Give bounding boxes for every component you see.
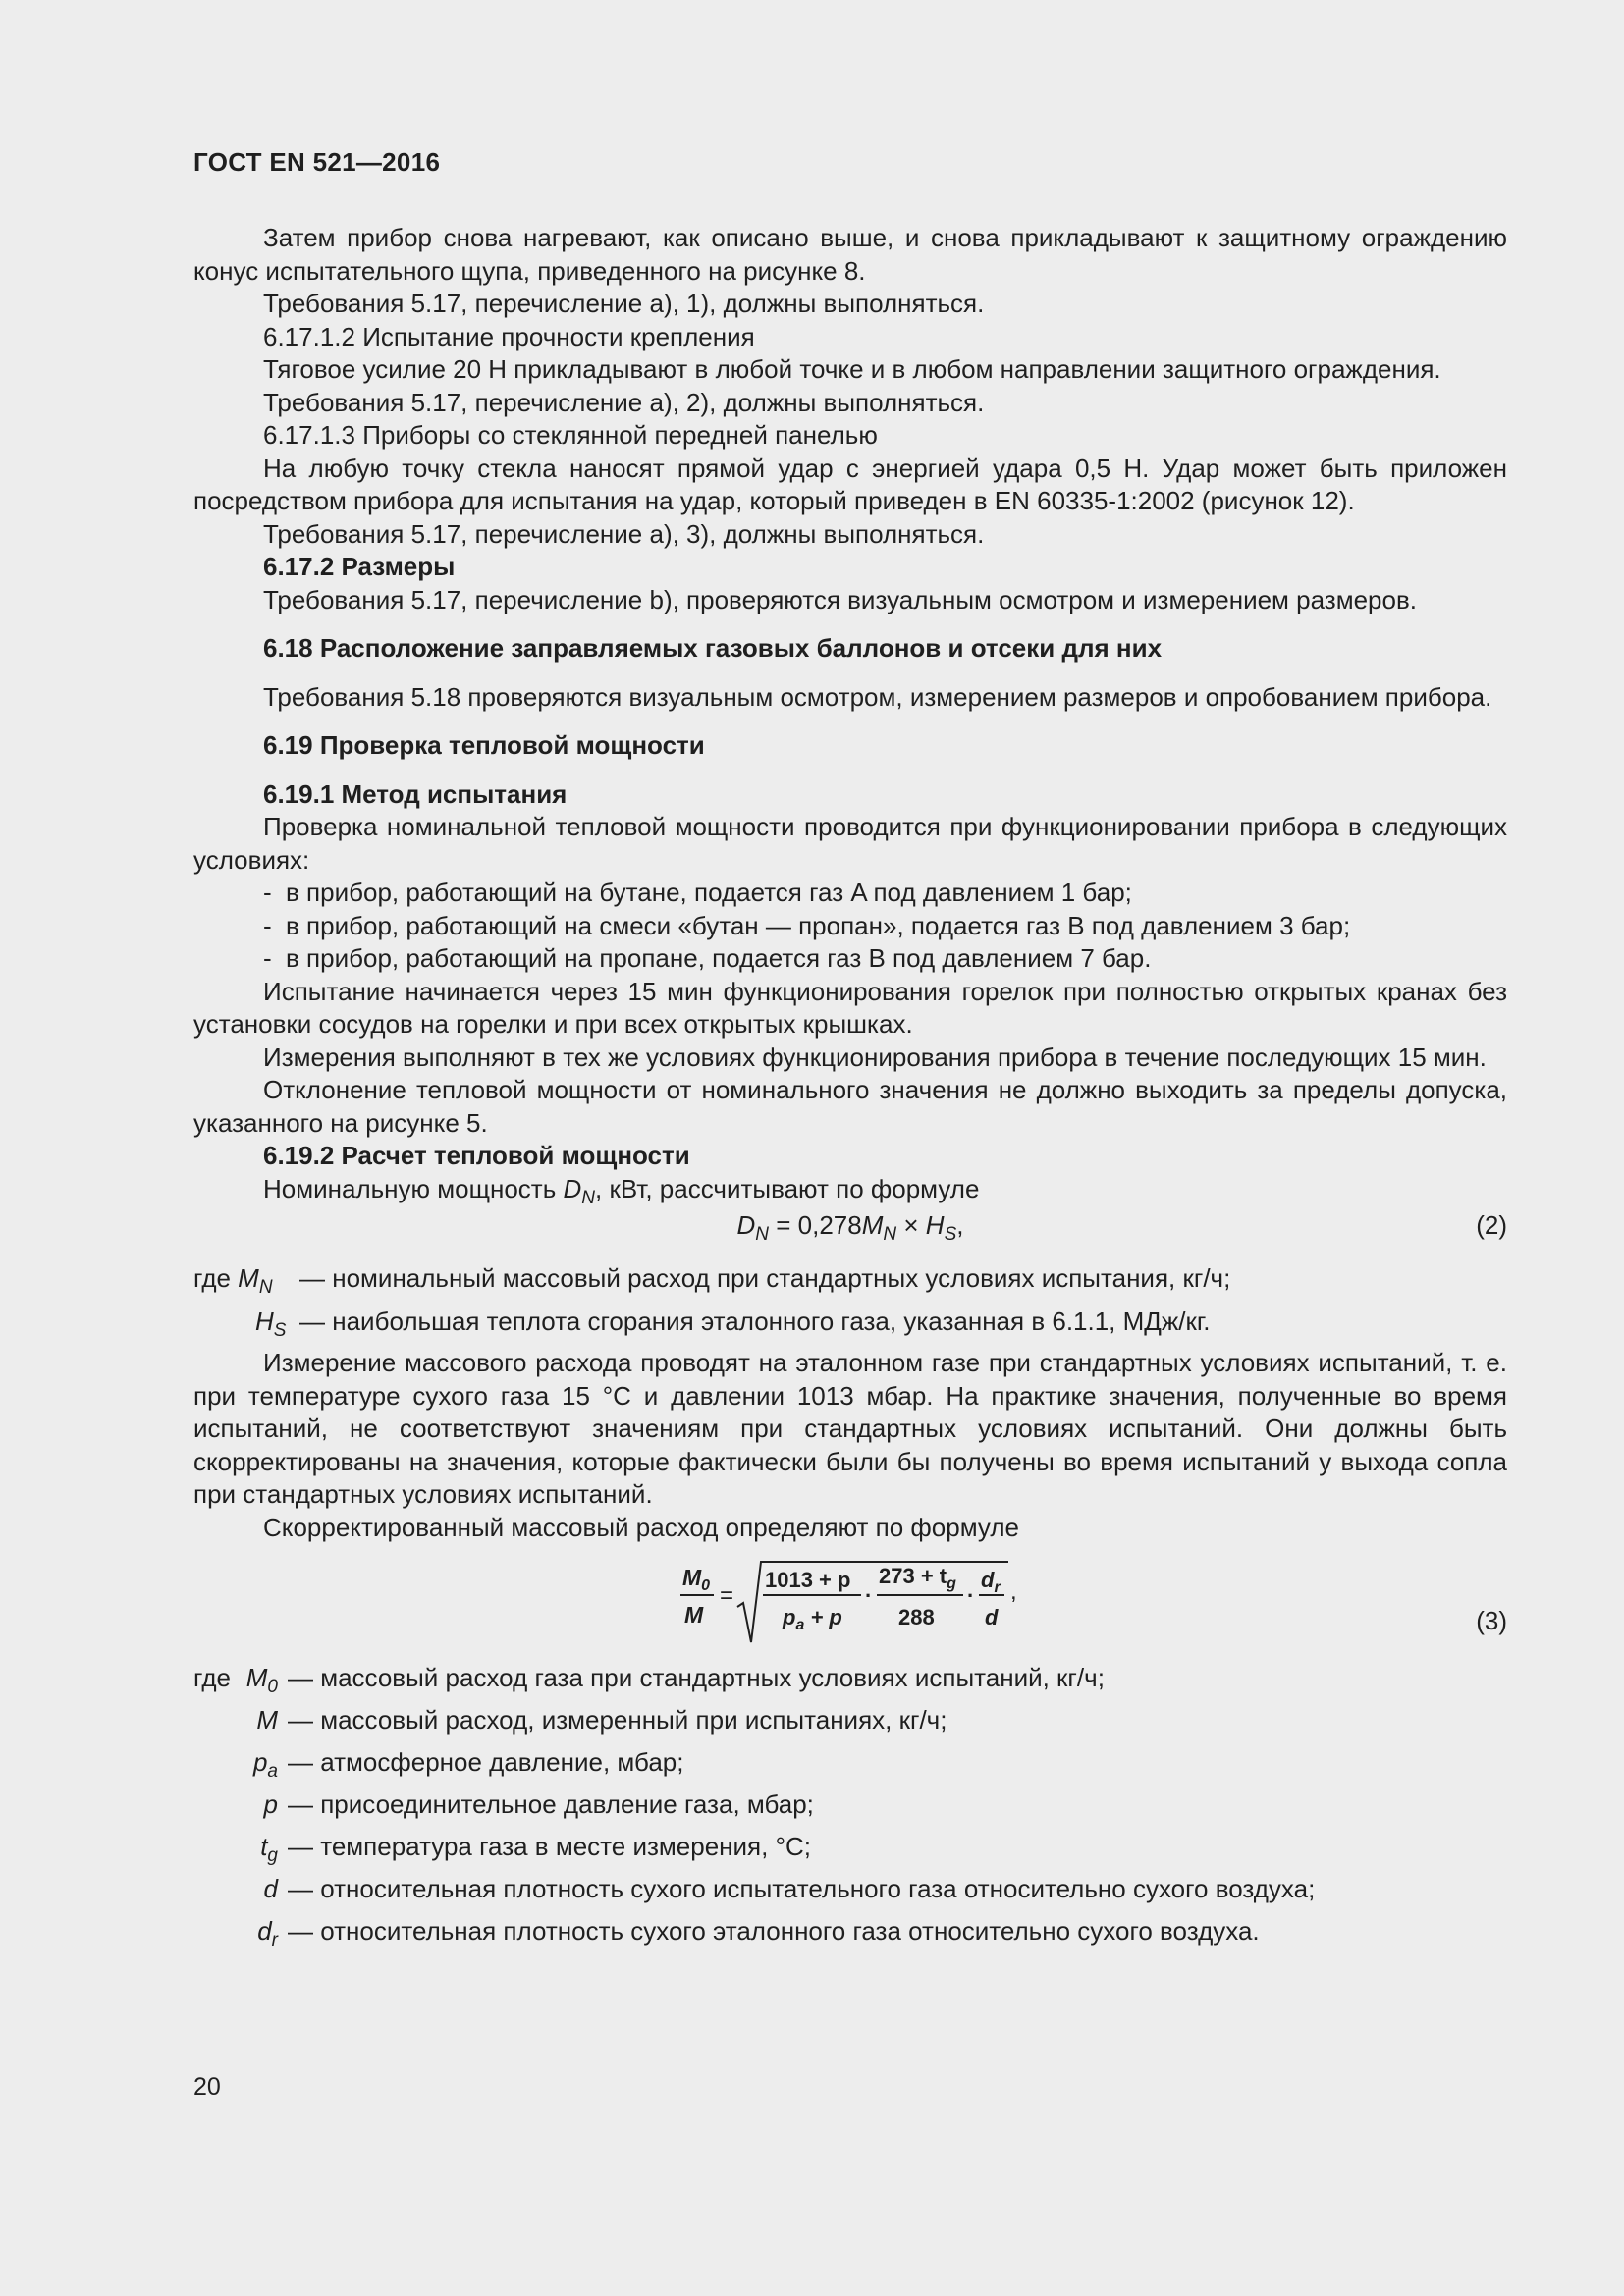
paragraph: Требования 5.17, перечисление a), 3), должны выполняться. (263, 518, 985, 549)
math-subscript: N (581, 1187, 595, 1208)
formula-3-comma: , (1010, 1578, 1017, 1605)
formula-3-dot: · (967, 1583, 975, 1608)
list-item-text: в прибор, работающий на бутане, подается газ A под давлением 1 бар; (286, 878, 1132, 907)
paragraph: Тяговое усилие 20 Н прикладывают в любой точке и в любом направлении защитного ограждения. (263, 354, 1441, 384)
formula-2 (193, 1209, 1507, 1249)
paragraph: Проверка номинальной тепловой мощности проводится при функционировании прибора в следующих условиях: (193, 812, 1507, 875)
formula-2-expression (193, 1209, 1507, 1243)
where-text: — массовый расход газа при стандартных условиях испытаний, кг/ч; (288, 1663, 1105, 1692)
where-row (193, 1789, 1507, 1831)
where-text: — присоединительное давление газа, мбар; (288, 1789, 814, 1819)
where-text: — наибольшая теплота сгорания эталонного газа, указанная в 6.1.1, МДж/кг. (299, 1307, 1211, 1336)
paragraph: Скорректированный массовый расход определяют по формуле (263, 1512, 1019, 1542)
formula-3-num3: $d_r$ (981, 1568, 1001, 1596)
text-run: , кВт, рассчитывают по формуле (595, 1173, 980, 1203)
formula-3-den1: $p_a + p$ (783, 1605, 842, 1633)
formula-3-m: M (684, 1602, 704, 1628)
math-subscript: a (267, 1761, 278, 1782)
section-heading: 6.19 Проверка тепловой мощности (263, 730, 705, 760)
math-operator: = 0,278 (769, 1210, 862, 1240)
list-item (193, 910, 1507, 943)
where-text: — атмосферное давление, мбар; (288, 1747, 684, 1777)
text-run: Номинальную мощность (263, 1173, 564, 1203)
subsection-heading: 6.17.1.2 Испытание прочности крепления (263, 321, 755, 351)
where-text: — номинальный массовый расход при стандартных условиях испытания, кг/ч; (299, 1263, 1231, 1293)
math-symbol: D (736, 1210, 756, 1240)
paragraph (193, 1173, 1507, 1206)
document-header: ГОСТ EN 521—2016 (193, 147, 441, 177)
math-symbol: M (861, 1210, 884, 1240)
formula-3-m0: $M_0$ (682, 1565, 711, 1594)
list-dash: - (263, 878, 272, 907)
math-symbol: M (256, 1705, 278, 1735)
where-prefix: где (193, 1263, 239, 1293)
where-block-3 (193, 1662, 1507, 1957)
list-item (193, 942, 1507, 976)
where-row (193, 1746, 1507, 1789)
formula-3-dot: · (865, 1583, 873, 1608)
section-heading: 6.19.2 Расчет тепловой мощности (263, 1141, 690, 1170)
where-text: — относительная плотность сухого испытательного газа относительно сухого воздуха; (288, 1874, 1316, 1903)
paragraph: На любую точку стекла наносят прямой удар с энергией удара 0,5 Н. Удар может быть приложен посредством прибора для испытания на удар, который приведен в EN 60335-1:2002 (рисунок 12). (193, 453, 1507, 515)
math-symbol: d (257, 1916, 272, 1946)
math-symbol: p (263, 1789, 278, 1819)
section-heading: 6.17.2 Размеры (263, 552, 456, 581)
section-heading: 6.18 Расположение заправляемых газовых баллонов и отсеки для них (263, 633, 1163, 663)
document-body (193, 222, 1507, 1957)
math-operator: × (896, 1210, 926, 1240)
list-dash: - (263, 910, 272, 940)
math-subscript: N (883, 1224, 897, 1245)
math-symbol: t (260, 1832, 268, 1861)
where-row (193, 1262, 1507, 1302)
subsection-heading: 6.17.1.3 Приборы со стеклянной передней панелью (263, 420, 878, 450)
where-row (193, 1306, 1507, 1345)
paragraph: Отклонение тепловой мощности от номинального значения не должно выходить за пределы допуска, указанного на рисунке 5. (193, 1075, 1507, 1138)
where-symbol (193, 1789, 278, 1822)
where-prefix: где (193, 1663, 231, 1692)
formula-3-num1: 1013 + p (765, 1568, 851, 1592)
math-symbol: M (238, 1263, 259, 1293)
math-subscript: g (267, 1845, 278, 1866)
where-row (193, 1915, 1507, 1957)
formula-3-expression (675, 1552, 1028, 1650)
math-subscript: S (273, 1320, 287, 1341)
where-symbol (193, 1662, 278, 1695)
math-symbol: D (563, 1173, 582, 1203)
where-symbol (193, 1831, 278, 1864)
math-subscript: r (271, 1930, 278, 1950)
paragraph: Измерение массового расхода проводят на эталонном газе при стандартных условиях испытаний, т. е. при температуре сухого газа 15 °C и давлении 1013 мбар. На практике значения, полученные во время испытаний, не соответствуют значениям при стандартных условиях испытаний. Они должны быть скорректированы на значения, которые фактически были бы получены во время испытаний у выхода сопла при стандартных условиях испытаний. (193, 1348, 1507, 1509)
math-subscript: S (944, 1224, 957, 1245)
paragraph: Требования 5.17, перечисление a), 1), должны выполняться. (263, 289, 985, 318)
where-text: — относительная плотность сухого эталонного газа относительно сухого воздуха. (288, 1916, 1260, 1946)
formula-3-den2: 288 (898, 1605, 935, 1629)
where-text: — массовый расход, измеренный при испытаниях, кг/ч; (288, 1705, 947, 1735)
math-symbol: H (925, 1210, 945, 1240)
where-text: — температура газа в месте измерения, °C; (288, 1832, 811, 1861)
formula-3-number: (3) (1476, 1606, 1507, 1635)
list-item-text: в прибор, работающий на смеси «бутан — пропан», подается газ B под давлением 3 бар; (286, 910, 1351, 940)
paragraph: Требования 5.18 проверяются визуальным осмотром, измерением размеров и опробованием прибора. (263, 681, 1492, 712)
where-row (193, 1831, 1507, 1873)
paragraph: Испытание начинается через 15 мин функционирования горелок при полностью открытых кранах без установки сосудов на горелки и при всех открытых крышках. (193, 976, 1507, 1039)
math-symbol: H (255, 1307, 274, 1336)
formula-3-num2: $273 + t_g$ (879, 1564, 956, 1592)
math-symbol: p (252, 1747, 268, 1777)
where-symbol (193, 1915, 278, 1949)
list-item-text: в прибор, работающий на пропане, подается газ B под давлением 7 бар. (286, 943, 1152, 973)
math-subscript: 0 (267, 1677, 278, 1697)
where-symbol (193, 1704, 278, 1737)
where-row (193, 1704, 1507, 1746)
formula-3-equals: = (720, 1582, 734, 1609)
list-item (193, 877, 1507, 910)
formula-2-number: (2) (1476, 1210, 1507, 1240)
paragraph: Требования 5.17, перечисление b), проверяются визуальным осмотром и измерением размеров. (263, 584, 1417, 614)
paragraph: Требования 5.17, перечисление a), 2), должны выполняться. (263, 387, 985, 417)
formula-3-den3: d (985, 1605, 999, 1629)
where-row (193, 1662, 1507, 1704)
paragraph: Затем прибор снова нагревают, как описано выше, и снова прикладывают к защитному ограждению конус испытательного щупа, приведенного на рисунке 8. (193, 223, 1507, 286)
paragraph: Измерения выполняют в тех же условиях функционирования прибора в течение последующих 15 мин. (263, 1041, 1487, 1072)
list-dash: - (263, 943, 272, 973)
math-subscript: N (258, 1277, 273, 1298)
where-block-2 (193, 1262, 1507, 1345)
formula-3 (193, 1552, 1507, 1650)
where-symbol (193, 1873, 278, 1906)
math-subscript: N (755, 1224, 770, 1245)
math-symbol: M (245, 1663, 268, 1692)
page-number: 20 (193, 2073, 221, 2101)
section-heading: 6.19.1 Метод испытания (263, 778, 568, 809)
math-punct: , (956, 1210, 964, 1240)
math-symbol: d (263, 1874, 278, 1903)
where-row (193, 1873, 1507, 1915)
where-symbol (193, 1746, 278, 1780)
